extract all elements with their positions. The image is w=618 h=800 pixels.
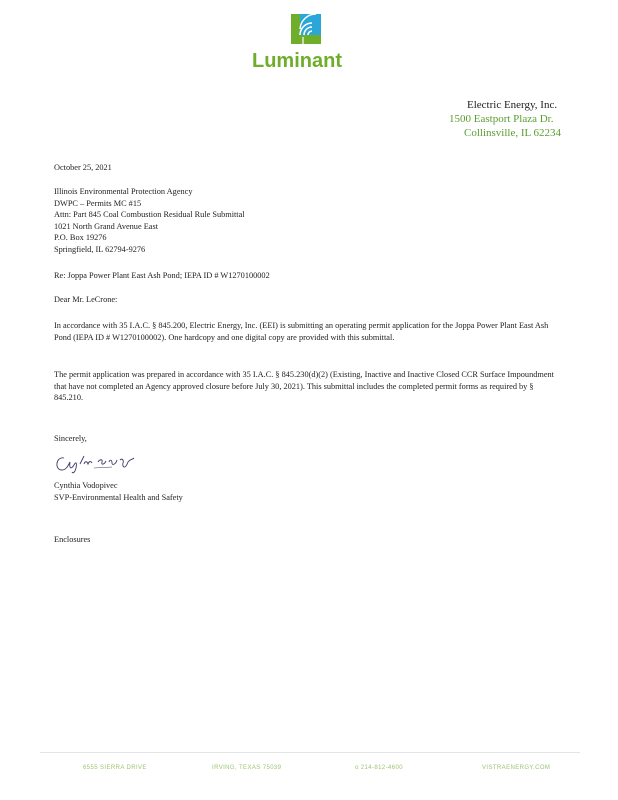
signature-icon <box>54 450 144 476</box>
recipient-line: Illinois Environmental Protection Agency <box>54 187 193 196</box>
closing: Sincerely, <box>54 434 87 443</box>
body-paragraph-2 <box>54 369 554 404</box>
footer-street: 6555 SIERRA DRIVE <box>83 765 147 771</box>
brand-name: Luminant <box>252 50 342 72</box>
sender-street: 1500 Eastport Plaza Dr. <box>449 113 554 125</box>
signer-name: Cynthia Vodopivec <box>54 481 118 490</box>
recipient-line: 1021 North Grand Avenue East <box>54 221 158 231</box>
recipient-line: Attn: Part 845 Coal Combustion Residual Rule Submittal <box>54 210 245 220</box>
footer-phone: o 214-812-4600 <box>355 765 403 771</box>
subject-line: Re: Joppa Power Plant East Ash Pond; IEPA ID # W1270100002 <box>54 271 270 280</box>
recipient-line: P.O. Box 19276 <box>54 233 107 243</box>
paragraph-text: The permit application was prepared in accordance with 35 I.A.C. § 845.230(d)(2) (Existing, Inactive and Inactive Closed CCR Surface Impoundment that have not completed an Agency approved closure before July 30, 2021). This submittal includes the completed permit forms as required by § 845.210. <box>54 370 554 403</box>
body-paragraph-1 <box>54 320 554 343</box>
enclosures-note: Enclosures <box>54 535 91 544</box>
paragraph-text: In accordance with 35 I.A.C. § 845.200, Electric Energy, Inc. (EEI) is submitting an operating permit application for the Joppa Power Plant East Ash Pond (IEPA ID # W1270100002). One hardcopy and one digital copy are provided with this submittal. <box>54 321 549 342</box>
footer-website: VISTRAENERGY.COM <box>482 765 551 771</box>
recipient-line: Springfield, IL 62794-9276 <box>54 244 146 254</box>
footer-city: IRVING, TEXAS 75039 <box>212 765 282 771</box>
sender-name: Electric Energy, Inc. <box>467 99 558 111</box>
luminant-logo-icon <box>291 14 321 44</box>
recipient-address <box>54 186 245 256</box>
letter-date: October 25, 2021 <box>54 163 112 172</box>
sender-city: Collinsville, IL 62234 <box>464 127 562 139</box>
recipient-line: DWPC – Permits MC #15 <box>54 198 142 208</box>
footer-divider <box>40 752 580 753</box>
signer-block <box>54 480 183 503</box>
signer-title: SVP-Environmental Health and Safety <box>54 492 183 502</box>
salutation: Dear Mr. LeCrone: <box>54 295 118 304</box>
